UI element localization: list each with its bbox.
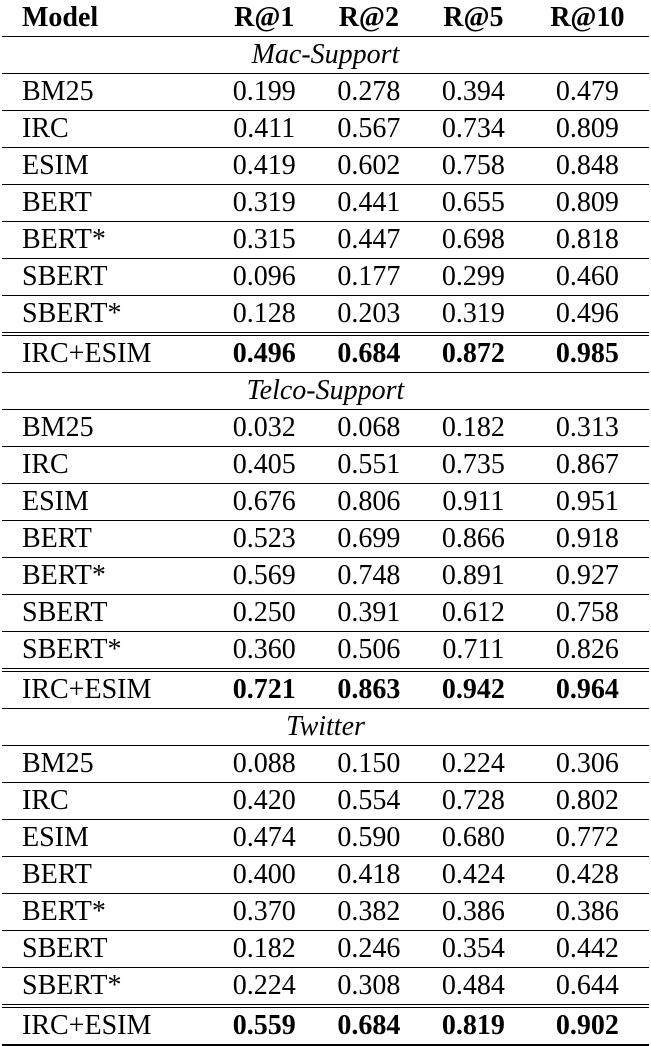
header-r1: R@1: [212, 0, 317, 37]
value-cell: 0.698: [421, 222, 526, 259]
table-row: [2, 148, 649, 185]
value-cell: 0.299: [421, 259, 526, 296]
value-cell: 0.199: [212, 74, 317, 111]
value-cell: 0.419: [212, 148, 317, 185]
model-cell: BERT*: [2, 222, 212, 259]
section-title: Mac-Support: [2, 37, 649, 74]
table-row: [2, 558, 649, 595]
value-cell: 0.182: [212, 931, 317, 968]
value-cell: 0.442: [526, 931, 649, 968]
value-cell: 0.441: [317, 185, 422, 222]
value-cell: 0.315: [212, 222, 317, 259]
model-cell: ESIM: [2, 148, 212, 185]
value-cell: 0.460: [526, 259, 649, 296]
section-header-row: [2, 709, 649, 746]
best-value-cell: 0.721: [212, 670, 317, 709]
model-cell: BERT*: [2, 558, 212, 595]
value-cell: 0.096: [212, 259, 317, 296]
value-cell: 0.496: [526, 296, 649, 335]
value-cell: 0.866: [421, 521, 526, 558]
model-cell: IRC+ESIM: [2, 334, 212, 373]
value-cell: 0.150: [317, 746, 422, 783]
value-cell: 0.735: [421, 447, 526, 484]
table-row: [2, 931, 649, 968]
value-cell: 0.032: [212, 410, 317, 447]
results-table: [2, 0, 649, 1046]
model-cell: SBERT: [2, 259, 212, 296]
header-r2: R@2: [317, 0, 422, 37]
value-cell: 0.602: [317, 148, 422, 185]
header-model: Model: [2, 0, 212, 37]
value-cell: 0.313: [526, 410, 649, 447]
value-cell: 0.867: [526, 447, 649, 484]
value-cell: 0.354: [421, 931, 526, 968]
value-cell: 0.420: [212, 783, 317, 820]
value-cell: 0.891: [421, 558, 526, 595]
value-cell: 0.405: [212, 447, 317, 484]
table-row: [2, 632, 649, 671]
value-cell: 0.680: [421, 820, 526, 857]
best-value-cell: 0.872: [421, 334, 526, 373]
best-value-cell: 0.863: [317, 670, 422, 709]
table-row: [2, 521, 649, 558]
table-row: [2, 185, 649, 222]
model-cell: BERT: [2, 857, 212, 894]
table-row: [2, 259, 649, 296]
value-cell: 0.711: [421, 632, 526, 671]
value-cell: 0.758: [421, 148, 526, 185]
table-row: [2, 222, 649, 259]
table-row: [2, 410, 649, 447]
value-cell: 0.394: [421, 74, 526, 111]
model-cell: IRC: [2, 783, 212, 820]
model-cell: SBERT*: [2, 632, 212, 671]
table-row: [2, 746, 649, 783]
value-cell: 0.306: [526, 746, 649, 783]
best-value-cell: 0.985: [526, 334, 649, 373]
value-cell: 0.644: [526, 968, 649, 1007]
value-cell: 0.128: [212, 296, 317, 335]
value-cell: 0.382: [317, 894, 422, 931]
value-cell: 0.203: [317, 296, 422, 335]
table-row: [2, 968, 649, 1007]
model-cell: BERT: [2, 521, 212, 558]
best-value-cell: 0.496: [212, 334, 317, 373]
value-cell: 0.474: [212, 820, 317, 857]
value-cell: 0.818: [526, 222, 649, 259]
value-cell: 0.224: [212, 968, 317, 1007]
best-value-cell: 0.964: [526, 670, 649, 709]
table-row: [2, 595, 649, 632]
value-cell: 0.699: [317, 521, 422, 558]
best-value-cell: 0.559: [212, 1006, 317, 1045]
model-cell: SBERT*: [2, 968, 212, 1007]
value-cell: 0.728: [421, 783, 526, 820]
value-cell: 0.758: [526, 595, 649, 632]
value-cell: 0.250: [212, 595, 317, 632]
value-cell: 0.278: [317, 74, 422, 111]
model-cell: IRC: [2, 447, 212, 484]
value-cell: 0.506: [317, 632, 422, 671]
value-cell: 0.386: [421, 894, 526, 931]
value-cell: 0.612: [421, 595, 526, 632]
section-header-row: [2, 373, 649, 410]
model-cell: BERT: [2, 185, 212, 222]
value-cell: 0.748: [317, 558, 422, 595]
value-cell: 0.826: [526, 632, 649, 671]
value-cell: 0.772: [526, 820, 649, 857]
value-cell: 0.918: [526, 521, 649, 558]
value-cell: 0.177: [317, 259, 422, 296]
value-cell: 0.088: [212, 746, 317, 783]
value-cell: 0.569: [212, 558, 317, 595]
value-cell: 0.551: [317, 447, 422, 484]
value-cell: 0.554: [317, 783, 422, 820]
table-row: [2, 111, 649, 148]
header-r10: R@10: [526, 0, 649, 37]
value-cell: 0.809: [526, 111, 649, 148]
value-cell: 0.848: [526, 148, 649, 185]
best-row: [2, 670, 649, 709]
value-cell: 0.360: [212, 632, 317, 671]
value-cell: 0.590: [317, 820, 422, 857]
best-row: [2, 1006, 649, 1045]
table-row: [2, 820, 649, 857]
value-cell: 0.809: [526, 185, 649, 222]
model-cell: ESIM: [2, 484, 212, 521]
value-cell: 0.911: [421, 484, 526, 521]
model-cell: SBERT*: [2, 296, 212, 335]
best-value-cell: 0.902: [526, 1006, 649, 1045]
table-row: [2, 447, 649, 484]
header-row: [2, 0, 649, 37]
value-cell: 0.447: [317, 222, 422, 259]
value-cell: 0.370: [212, 894, 317, 931]
table-row: [2, 783, 649, 820]
header-r5: R@5: [421, 0, 526, 37]
value-cell: 0.400: [212, 857, 317, 894]
best-row: [2, 334, 649, 373]
value-cell: 0.386: [526, 894, 649, 931]
value-cell: 0.655: [421, 185, 526, 222]
value-cell: 0.319: [212, 185, 317, 222]
model-cell: SBERT: [2, 595, 212, 632]
value-cell: 0.951: [526, 484, 649, 521]
value-cell: 0.567: [317, 111, 422, 148]
model-cell: BM25: [2, 74, 212, 111]
value-cell: 0.676: [212, 484, 317, 521]
value-cell: 0.224: [421, 746, 526, 783]
model-cell: BM25: [2, 746, 212, 783]
table-row: [2, 484, 649, 521]
table-body: [2, 37, 649, 1046]
value-cell: 0.391: [317, 595, 422, 632]
table-row: [2, 894, 649, 931]
value-cell: 0.319: [421, 296, 526, 335]
section-title: Telco-Support: [2, 373, 649, 410]
value-cell: 0.802: [526, 783, 649, 820]
model-cell: BM25: [2, 410, 212, 447]
best-value-cell: 0.942: [421, 670, 526, 709]
value-cell: 0.523: [212, 521, 317, 558]
table-row: [2, 296, 649, 335]
value-cell: 0.424: [421, 857, 526, 894]
model-cell: BERT*: [2, 894, 212, 931]
value-cell: 0.806: [317, 484, 422, 521]
table-row: [2, 74, 649, 111]
model-cell: SBERT: [2, 931, 212, 968]
value-cell: 0.428: [526, 857, 649, 894]
value-cell: 0.418: [317, 857, 422, 894]
value-cell: 0.246: [317, 931, 422, 968]
value-cell: 0.182: [421, 410, 526, 447]
model-cell: ESIM: [2, 820, 212, 857]
value-cell: 0.308: [317, 968, 422, 1007]
section-header-row: [2, 37, 649, 74]
best-value-cell: 0.819: [421, 1006, 526, 1045]
best-value-cell: 0.684: [317, 1006, 422, 1045]
model-cell: IRC+ESIM: [2, 670, 212, 709]
value-cell: 0.734: [421, 111, 526, 148]
value-cell: 0.484: [421, 968, 526, 1007]
section-title: Twitter: [2, 709, 649, 746]
value-cell: 0.479: [526, 74, 649, 111]
best-value-cell: 0.684: [317, 334, 422, 373]
value-cell: 0.411: [212, 111, 317, 148]
model-cell: IRC: [2, 111, 212, 148]
value-cell: 0.068: [317, 410, 422, 447]
table-row: [2, 857, 649, 894]
value-cell: 0.927: [526, 558, 649, 595]
model-cell: IRC+ESIM: [2, 1006, 212, 1045]
